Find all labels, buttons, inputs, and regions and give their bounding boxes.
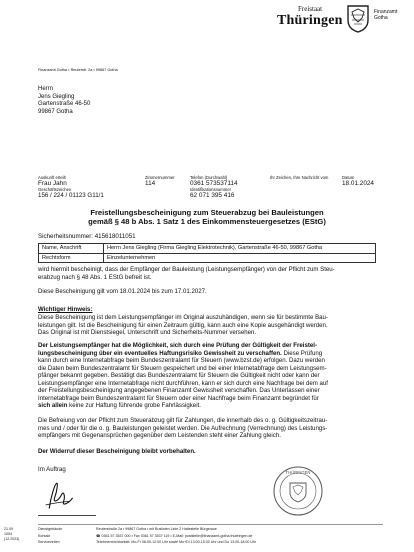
im-auftrag: Im Auftrag [38,466,66,473]
signature-line [38,515,96,516]
footer-codes [4,527,19,542]
verification-paragraph [38,342,383,410]
sender-line: Finanzamt Gotha • Reuterstr. 2a • 99867 Gotha [38,68,118,72]
taxpayer-table [38,243,376,263]
recipient-name: Jens Giegling [38,93,75,100]
footer-code: 21.09 [4,527,13,531]
text-line: der Freistellungsbescheinigung angegebenen Finanzamt Gewissheit verschaffen. Das Unterlassen einer [38,387,320,395]
recipient-street: Gartenstraße 46-50 [38,101,91,107]
text-line: pfänger bekannt gegeben. Bestätigt das Bundeszentralamt für Steuern die Gültigkeit nicht oder kann der [38,372,320,380]
footer-labels [38,527,62,545]
room-label: Zimmernummer [145,175,175,180]
table-value: Herrn Jens Giegling (Firma Giegling Elektrotechnik), Gartenstraße 46-50, 99867 Gotha [104,244,376,254]
security-number: Sicherheitsnummer: 415618011051 [38,233,136,240]
text-span: Diese Prüfung [281,349,323,357]
text-line: wird hiermit bescheinigt, dass der Empfänger der Bauleistung (Leistungsempfänger) von der Pflicht zum Steu- [38,266,335,273]
phone-label: Telefon (Durchwahl) [190,175,228,180]
text-line: kann durch eine Internetabfrage beim Bundeszentralamt für Steuern (www.bzst.de) erfolgen. Dazu werden [38,357,325,365]
footer-details [96,527,396,545]
text-line: Internetabfrage beim Bundeszentralamt für Steuern oder einer Nachfrage beim Finanzamt begründet für [38,394,319,402]
offset-paragraph [38,417,383,440]
revocation-note: Der Widerruf dieser Bescheinigung bleibt vorbehalten. [38,448,196,455]
recipient-salutation: Herrn [38,86,54,92]
text-line: erabzug nach § 48 Abs. 1 EStG befreit ist. [38,273,152,281]
document-title [0,208,414,227]
bold-text: sich allein [38,402,68,410]
table-label: Rechtsform [39,253,104,263]
footer-code: 1054 [4,532,12,536]
footer-line: ☎ 0361 57 3537 000 • Fax 0361 57 3537 119 • E-Mail: poststelle@finanzamt-gotha.thueringen.de [96,533,253,538]
text-line [38,402,383,410]
validity-period: Diese Bescheinigung gilt vom 18.01.2024 bis zum 17.01.2027. [38,288,207,295]
text-line: die Daten beim Bundeszentralamt für Steuern gespeichert und bei einer Internetabfrage dem Leistungsem- [38,364,327,372]
footer-label: Dienstgebäude [38,527,63,531]
footer-line: Telefonerreichbarkeit: Mo-Fr 08:00-12:00 Uhr sowie Mo+Di 13:00-15:30 Uhr und Do 13:00-18:00 Uhr [96,540,257,544]
official-seal-icon [272,465,324,517]
signature-icon [42,478,78,514]
text-line: leistungen gilt. Ist die Bescheinigung für einen Zeitraum gültig, kann auch eine Kopie ausgehändigt werden. [38,321,328,329]
stamp-text: THÜRINGEN [285,470,311,475]
reference-value: 156 / 224 / 01123 G11/1 [38,192,104,199]
footer-line: Reuterstraße 2a • 99867 Gotha • mit Buslinien Linie 2 Haltestelle Bürgeraue [96,527,217,531]
hint-title: Wichtiger Hinweis: [38,306,93,313]
footer-divider [38,524,383,525]
room-value: 114 [145,180,156,187]
recipient-city: 99867 Gotha [38,108,73,115]
text-span: keine zur Haftung führende grobe Fahrlässigkeit. [67,402,201,410]
contact-label: Auskunft erteilt [38,175,66,180]
office-name: Finanzamt [374,9,398,15]
identification-value: 62 071 395 416 [190,192,235,199]
your-sign-label: Ihr Zeichen, Ihre Nachricht vom [270,175,329,180]
identification-label: Identifikationsnummer [190,187,231,192]
office-city: Gotha [374,15,388,21]
text-line: Die Befreiung von der Pflicht zum Steuerabzug gilt für Zahlungen, die innerhalb des o. g. Gültigkeitszeitrau- [38,417,328,424]
text-line: Der Leistungsempfänger hat die Möglichkeit, sich durch eine Prüfung der Gültigkeit der Freistel- [38,342,318,349]
footer-label: Kontakt [38,533,51,538]
hint-paragraph [38,314,383,337]
footer-code: (12.2023) [4,537,20,541]
table-label: Name, Anschrift [39,244,104,254]
bold-text: lungsbescheinigung über ein eventuelles Haftungsrisiko Gewissheit zu verschaffen. [38,349,282,357]
freistaat-label: Freistaat [298,5,323,13]
table-value: Einzelunternehmen [104,253,376,263]
recipient-address [38,86,90,116]
text-line: Leistungsempfänger eine Internetabfrage nicht durchführen, kann er sich durch eine Nachfrage bei dem auf [38,379,328,387]
title-line-1: Freistellungsbescheinigung zum Steuerabzug bei Bauleistungen [90,208,324,217]
footer-label: Servicezeiten [38,540,60,544]
state-name: Thüringen [277,13,343,28]
contact-value: Frau Jahn [38,180,67,187]
reference-label: Geschäftszeichen [38,187,72,192]
text-line: mes und / oder für die o. g. Bauleistungen geleistet werden. Die Aufrechnung (Verrechnung) des Leistungs- [38,424,328,432]
text-line [38,350,383,358]
text-line: Diese Bescheinigung ist dem Leistungsempfänger im Original auszuhändigen, wenn sie für bestimmte Bau- [38,314,328,321]
table-row [39,244,376,254]
title-line-2: gemäß § 48 b Abs. 1 Satz 1 des Einkommensteuergesetzes (EStG) [88,217,326,227]
table-row [39,253,376,263]
date-value: 18.01.2024 [342,180,374,187]
coat-of-arms-icon [346,4,370,34]
text-line: Das Original ist mit Dienstsiegel, Unterschrift und Sicherheits-Nummer versehen. [38,329,257,337]
text-line: empfängers mit Gegenansprüchen gegenüber dem Leistenden steht einer Zahlung gleich. [38,432,281,440]
exemption-statement [38,266,383,281]
phone-value: 0361 573537114 [190,180,238,187]
date-label: Datum [342,175,355,180]
